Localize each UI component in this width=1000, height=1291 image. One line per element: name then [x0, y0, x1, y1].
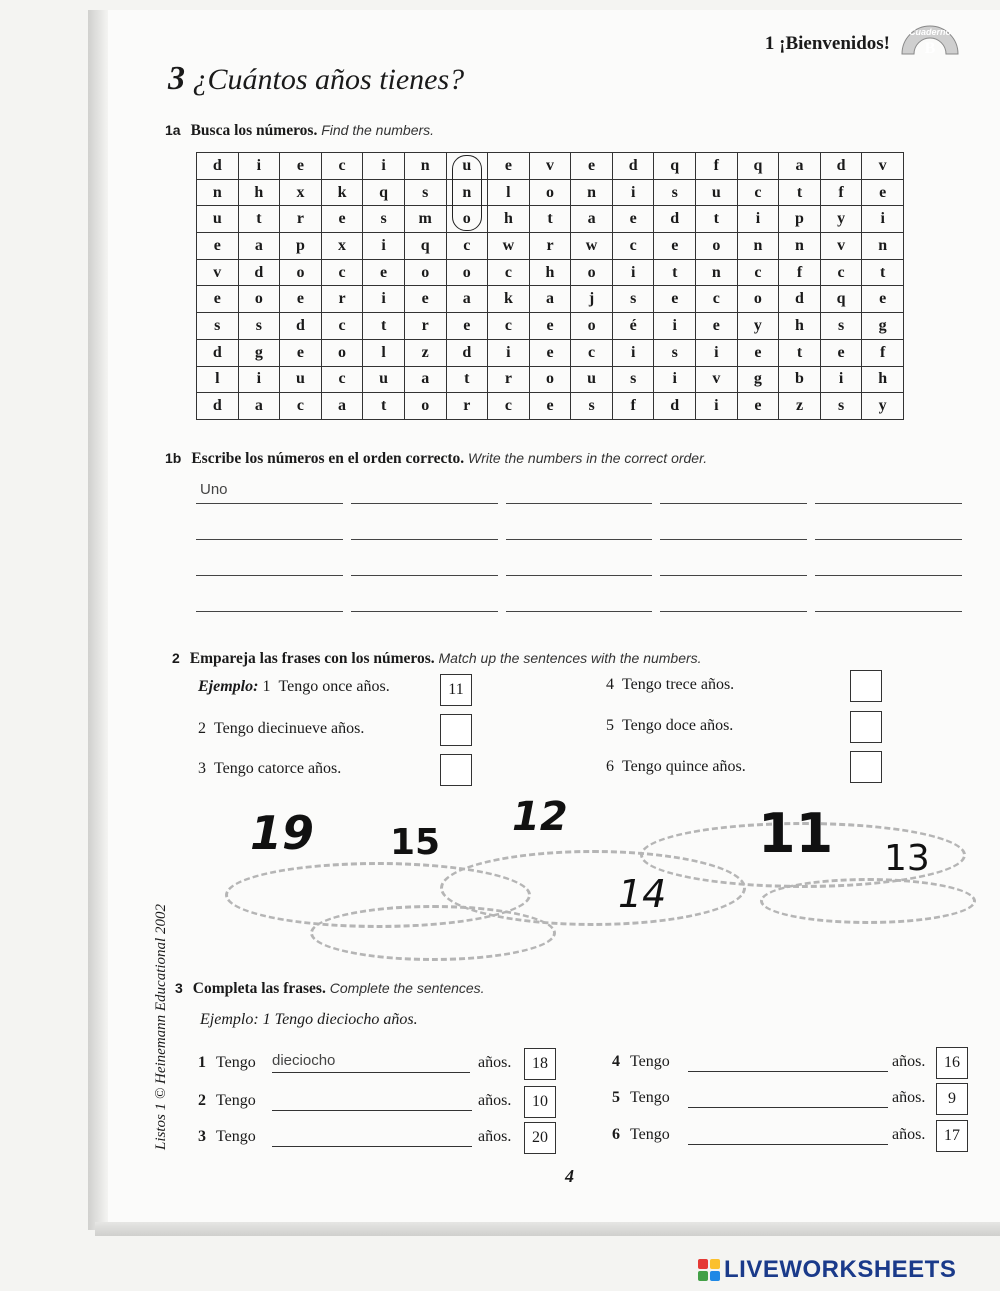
grid-cell[interactable]: o: [238, 286, 280, 313]
ex3-age-box: 16: [936, 1047, 968, 1079]
ex3-item-label: 3 Tengo: [198, 1128, 256, 1145]
grid-cell[interactable]: a: [571, 206, 613, 233]
grid-cell[interactable]: l: [488, 179, 530, 206]
answer-line[interactable]: [506, 589, 653, 612]
word-search-grid[interactable]: [196, 152, 904, 420]
grid-cell[interactable]: s: [820, 393, 862, 420]
grid-cell[interactable]: j: [571, 286, 613, 313]
grid-cell[interactable]: o: [571, 313, 613, 340]
grid-cell[interactable]: s: [571, 393, 613, 420]
grid-cell[interactable]: f: [862, 339, 904, 366]
grid-cell[interactable]: m: [404, 206, 446, 233]
grid-cell[interactable]: t: [446, 366, 488, 393]
grid-cell[interactable]: t: [654, 259, 696, 286]
grid-cell[interactable]: a: [529, 286, 571, 313]
grid-cell[interactable]: e: [488, 153, 530, 180]
grid-cell[interactable]: k: [321, 179, 363, 206]
answer-line[interactable]: [660, 481, 807, 504]
grid-cell[interactable]: q: [363, 179, 405, 206]
grid-cell[interactable]: e: [612, 206, 654, 233]
ex3-answer-blank[interactable]: [272, 1090, 472, 1111]
grid-cell[interactable]: c: [488, 313, 530, 340]
scribble-number: 11: [758, 802, 834, 865]
scribble-number: 19: [250, 806, 315, 860]
grid-cell[interactable]: h: [779, 313, 821, 340]
grid-cell[interactable]: v: [862, 153, 904, 180]
grid-row: [197, 286, 904, 313]
grid-cell[interactable]: i: [612, 339, 654, 366]
chapter-heading: 1 ¡Bienvenidos!: [764, 33, 890, 54]
grid-cell[interactable]: q: [820, 286, 862, 313]
ex3-age-box: 10: [524, 1086, 556, 1118]
grid-cell[interactable]: t: [779, 339, 821, 366]
scribble-number: 13: [884, 838, 930, 879]
grid-cell[interactable]: i: [696, 339, 738, 366]
grid-cell[interactable]: l: [363, 339, 405, 366]
ex3-age-box: 17: [936, 1120, 968, 1152]
grid-cell[interactable]: o: [571, 259, 613, 286]
grid-row: [197, 206, 904, 233]
grid-cell[interactable]: d: [654, 393, 696, 420]
grid-cell[interactable]: n: [779, 233, 821, 260]
grid-cell[interactable]: e: [446, 313, 488, 340]
dashed-scribble: [760, 878, 976, 924]
grid-cell[interactable]: r: [321, 286, 363, 313]
grid-cell[interactable]: t: [696, 206, 738, 233]
grid-cell[interactable]: n: [696, 259, 738, 286]
answer-line[interactable]: [660, 553, 807, 576]
ex3-anos-label: años.: [478, 1128, 512, 1145]
answer-box-4[interactable]: [850, 670, 882, 702]
grid-cell[interactable]: i: [696, 393, 738, 420]
grid-cell[interactable]: y: [862, 393, 904, 420]
grid-cell[interactable]: y: [737, 313, 779, 340]
grid-cell[interactable]: r: [446, 393, 488, 420]
answer-line[interactable]: [196, 517, 343, 540]
grid-cell[interactable]: c: [571, 339, 613, 366]
answer-line[interactable]: [660, 517, 807, 540]
ex3-anos-label: años.: [478, 1054, 512, 1071]
grid-cell[interactable]: s: [612, 366, 654, 393]
grid-cell[interactable]: f: [779, 259, 821, 286]
grid-cell[interactable]: t: [779, 179, 821, 206]
grid-cell[interactable]: t: [363, 393, 405, 420]
dashed-scribble: [310, 905, 556, 961]
answer-lines[interactable]: [196, 480, 962, 624]
grid-cell[interactable]: r: [529, 233, 571, 260]
grid-cell[interactable]: f: [696, 153, 738, 180]
grid-cell[interactable]: d: [654, 206, 696, 233]
grid-cell[interactable]: i: [820, 366, 862, 393]
grid-cell[interactable]: u: [446, 153, 488, 180]
grid-cell[interactable]: e: [321, 206, 363, 233]
liveworksheets-brand: [698, 1256, 956, 1284]
grid-cell[interactable]: h: [862, 366, 904, 393]
grid-cell[interactable]: e: [529, 313, 571, 340]
grid-cell[interactable]: i: [654, 313, 696, 340]
grid-cell[interactable]: v: [197, 259, 239, 286]
grid-cell[interactable]: e: [862, 286, 904, 313]
ex3-answer-blank[interactable]: [688, 1124, 888, 1145]
answer-line[interactable]: [815, 517, 962, 540]
grid-cell[interactable]: d: [238, 259, 280, 286]
grid-cell[interactable]: c: [488, 393, 530, 420]
grid-cell[interactable]: s: [654, 339, 696, 366]
scribble-number: 15: [390, 822, 441, 863]
grid-cell[interactable]: o: [737, 286, 779, 313]
answer-line[interactable]: [351, 553, 498, 576]
ex3-anos-label: años.: [892, 1126, 926, 1143]
grid-cell[interactable]: i: [363, 153, 405, 180]
grid-cell[interactable]: o: [404, 259, 446, 286]
answer-box-3[interactable]: [440, 754, 472, 786]
ex3-answer-blank[interactable]: [272, 1126, 472, 1147]
grid-cell[interactable]: i: [238, 153, 280, 180]
answer-box-6[interactable]: [850, 751, 882, 783]
grid-cell[interactable]: s: [363, 206, 405, 233]
ex1a-instruction: 1a Busca los números. Find the numbers.: [165, 122, 435, 139]
grid-cell[interactable]: u: [363, 366, 405, 393]
grid-cell[interactable]: w: [571, 233, 613, 260]
ex3-anos-label: años.: [478, 1092, 512, 1109]
answer-line[interactable]: [196, 589, 343, 612]
grid-cell[interactable]: a: [446, 286, 488, 313]
grid-cell[interactable]: i: [363, 286, 405, 313]
grid-cell[interactable]: n: [404, 153, 446, 180]
grid-cell[interactable]: o: [280, 259, 322, 286]
answer-line-row: [196, 552, 962, 576]
binding-shadow: [88, 10, 108, 1230]
grid-cell[interactable]: c: [321, 313, 363, 340]
page-title: [168, 60, 464, 98]
grid-cell[interactable]: i: [737, 206, 779, 233]
section-title: ¿Cuántos años tienes?: [192, 63, 465, 96]
ex3-age-box: 18: [524, 1048, 556, 1080]
grid-cell[interactable]: c: [446, 233, 488, 260]
grid-cell[interactable]: h: [488, 206, 530, 233]
grid-cell[interactable]: l: [197, 366, 239, 393]
grid-cell[interactable]: e: [696, 313, 738, 340]
ex3-age-box: 20: [524, 1122, 556, 1154]
grid-cell[interactable]: h: [529, 259, 571, 286]
grid-cell[interactable]: u: [571, 366, 613, 393]
grid-cell[interactable]: t: [363, 313, 405, 340]
grid-cell[interactable]: a: [238, 393, 280, 420]
grid-cell[interactable]: e: [654, 233, 696, 260]
grid-cell[interactable]: a: [321, 393, 363, 420]
grid-cell[interactable]: v: [820, 233, 862, 260]
answer-line[interactable]: [506, 553, 653, 576]
grid-cell[interactable]: s: [238, 313, 280, 340]
grid-cell[interactable]: u: [197, 206, 239, 233]
grid-cell[interactable]: s: [820, 313, 862, 340]
grid-cell[interactable]: e: [820, 339, 862, 366]
grid-cell[interactable]: i: [612, 259, 654, 286]
ex2-item-6: 6 Tengo quince años.: [606, 758, 746, 775]
grid-cell[interactable]: d: [612, 153, 654, 180]
grid-cell[interactable]: c: [321, 366, 363, 393]
ex2-item-3: 3 Tengo catorce años.: [198, 760, 342, 777]
grid-cell[interactable]: e: [737, 393, 779, 420]
grid-cell[interactable]: e: [280, 339, 322, 366]
grid-cell[interactable]: t: [238, 206, 280, 233]
ex3-age-box: 9: [936, 1083, 968, 1115]
grid-cell[interactable]: e: [862, 179, 904, 206]
grid-cell[interactable]: h: [238, 179, 280, 206]
ex3-item-label: 1 Tengo: [198, 1054, 256, 1071]
grid-cell[interactable]: n: [862, 233, 904, 260]
answer-line[interactable]: [815, 589, 962, 612]
ex3-item-label: 2 Tengo: [198, 1092, 256, 1109]
grid-cell[interactable]: e: [197, 286, 239, 313]
grid-cell[interactable]: é: [612, 313, 654, 340]
grid-cell[interactable]: q: [654, 153, 696, 180]
grid-cell[interactable]: n: [197, 179, 239, 206]
grid-cell[interactable]: d: [197, 339, 239, 366]
grid-row: [197, 339, 904, 366]
answer-line-row: [196, 516, 962, 540]
grid-cell[interactable]: e: [363, 259, 405, 286]
grid-cell[interactable]: v: [529, 153, 571, 180]
grid-cell[interactable]: b: [779, 366, 821, 393]
ex3-anos-label: años.: [892, 1089, 926, 1106]
ex2-item-4: 4 Tengo trece años.: [606, 676, 735, 693]
grid-cell[interactable]: d: [197, 393, 239, 420]
grid-cell[interactable]: p: [280, 233, 322, 260]
grid-cell[interactable]: d: [820, 153, 862, 180]
grid-cell[interactable]: v: [696, 366, 738, 393]
grid-cell[interactable]: c: [612, 233, 654, 260]
copyright: Listos 1 © Heinemann Educational 2002: [153, 904, 169, 1150]
answer-box-1[interactable]: 11: [440, 674, 472, 706]
section-number: 3: [168, 60, 185, 97]
grid-cell[interactable]: a: [404, 366, 446, 393]
scribble-number: 12: [512, 794, 568, 840]
grid-row: [197, 153, 904, 180]
grid-cell[interactable]: g: [737, 366, 779, 393]
answer-box-2[interactable]: [440, 714, 472, 746]
page-number: 4: [565, 1166, 574, 1186]
brand-text: LIVEWORKSHEETS: [724, 1256, 957, 1283]
grid-cell[interactable]: z: [404, 339, 446, 366]
grid-cell[interactable]: n: [446, 179, 488, 206]
liveworksheets-logo-icon: [698, 1259, 720, 1281]
grid-cell[interactable]: u: [696, 179, 738, 206]
grid-cell[interactable]: e: [571, 153, 613, 180]
answer-line[interactable]: [351, 589, 498, 612]
grid-cell[interactable]: a: [238, 233, 280, 260]
grid-cell[interactable]: i: [488, 339, 530, 366]
grid-cell[interactable]: e: [280, 286, 322, 313]
grid-cell[interactable]: i: [612, 179, 654, 206]
grid-row: [197, 259, 904, 286]
grid-cell[interactable]: t: [862, 259, 904, 286]
grid-cell[interactable]: y: [820, 206, 862, 233]
answer-line[interactable]: [815, 553, 962, 576]
grid-cell[interactable]: r: [488, 366, 530, 393]
grid-cell[interactable]: o: [696, 233, 738, 260]
grid-cell[interactable]: d: [280, 313, 322, 340]
answer-line-row: [196, 480, 962, 504]
ex3-answer-blank[interactable]: dieciocho: [272, 1052, 470, 1073]
answer-line[interactable]: [660, 589, 807, 612]
grid-cell[interactable]: i: [862, 206, 904, 233]
grid-cell[interactable]: d: [197, 153, 239, 180]
badge-text: Cuaderno: [908, 27, 952, 37]
grid-cell[interactable]: r: [404, 313, 446, 340]
answer-line[interactable]: [196, 553, 343, 576]
grid-cell[interactable]: d: [446, 339, 488, 366]
grid-cell[interactable]: c: [737, 259, 779, 286]
answer-line[interactable]: [506, 481, 653, 504]
grid-cell[interactable]: w: [488, 233, 530, 260]
ex3-instruction: 3 Completa las frases. Complete the sentences.: [175, 980, 485, 997]
grid-cell[interactable]: p: [779, 206, 821, 233]
grid-cell[interactable]: e: [737, 339, 779, 366]
grid-cell[interactable]: d: [779, 286, 821, 313]
answer-box-5[interactable]: [850, 711, 882, 743]
grid-cell[interactable]: z: [779, 393, 821, 420]
grid-cell[interactable]: s: [404, 179, 446, 206]
grid-cell[interactable]: s: [654, 179, 696, 206]
ex3-item-label: 5 Tengo: [612, 1089, 670, 1106]
grid-cell[interactable]: u: [280, 366, 322, 393]
grid-cell[interactable]: i: [363, 233, 405, 260]
grid-cell[interactable]: q: [737, 153, 779, 180]
grid-cell[interactable]: e: [197, 233, 239, 260]
grid-cell[interactable]: e: [280, 153, 322, 180]
ex2-item-1: Ejemplo: 1 Tengo once años.: [198, 678, 390, 695]
grid-cell[interactable]: s: [197, 313, 239, 340]
grid-cell[interactable]: k: [488, 286, 530, 313]
grid-cell[interactable]: c: [488, 259, 530, 286]
grid-cell[interactable]: n: [737, 233, 779, 260]
grid-cell[interactable]: o: [529, 179, 571, 206]
ex3-answer-blank[interactable]: [688, 1087, 888, 1108]
grid-row: [197, 313, 904, 340]
ex3-item-label: 6 Tengo: [612, 1126, 670, 1143]
grid-cell[interactable]: c: [696, 286, 738, 313]
grid-cell[interactable]: a: [779, 153, 821, 180]
ex2-item-2: 2 Tengo diecinueve años.: [198, 720, 365, 737]
grid-cell[interactable]: e: [654, 286, 696, 313]
grid-cell[interactable]: c: [321, 153, 363, 180]
grid-cell[interactable]: g: [862, 313, 904, 340]
grid-cell[interactable]: o: [404, 393, 446, 420]
grid-cell[interactable]: t: [529, 206, 571, 233]
grid-cell[interactable]: c: [280, 393, 322, 420]
grid-cell[interactable]: s: [612, 286, 654, 313]
grid-cell[interactable]: e: [404, 286, 446, 313]
grid-cell[interactable]: o: [446, 259, 488, 286]
grid-cell[interactable]: i: [654, 366, 696, 393]
ex2-item-5: 5 Tengo doce años.: [606, 717, 734, 734]
grid-cell[interactable]: i: [238, 366, 280, 393]
grid-cell[interactable]: o: [446, 206, 488, 233]
grid-cell[interactable]: q: [404, 233, 446, 260]
grid-row: [197, 393, 904, 420]
ex3-item-label: 4 Tengo: [612, 1053, 670, 1070]
grid-row: [197, 179, 904, 206]
grid-cell[interactable]: c: [321, 259, 363, 286]
grid-cell[interactable]: g: [238, 339, 280, 366]
badge-letter: B: [924, 40, 936, 56]
answer-line[interactable]: Uno: [196, 481, 343, 504]
answer-line[interactable]: [351, 481, 498, 504]
grid-row: [197, 233, 904, 260]
ex3-answer-blank[interactable]: [688, 1051, 888, 1072]
grid-cell[interactable]: f: [612, 393, 654, 420]
cuaderno-badge-icon: [898, 18, 962, 56]
grid-cell[interactable]: x: [321, 233, 363, 260]
grid-cell[interactable]: f: [820, 179, 862, 206]
ex1b-instruction: 1b Escribe los números en el orden correcto. Write the numbers in the correct order.: [165, 450, 708, 467]
grid-cell[interactable]: c: [820, 259, 862, 286]
grid-row: [197, 366, 904, 393]
ex3-anos-label: años.: [892, 1053, 926, 1070]
ex2-instruction: 2 Empareja las frases con los números. Match up the sentences with the numbers.: [172, 650, 702, 667]
grid-cell[interactable]: e: [529, 339, 571, 366]
answer-line[interactable]: [351, 517, 498, 540]
answer-line-row: [196, 588, 962, 612]
grid-cell[interactable]: n: [571, 179, 613, 206]
ex3-example: Ejemplo: 1 Tengo dieciocho años.: [200, 1011, 418, 1028]
grid-cell[interactable]: e: [529, 393, 571, 420]
grid-cell[interactable]: r: [280, 206, 322, 233]
grid-cell[interactable]: o: [321, 339, 363, 366]
answer-line[interactable]: [815, 481, 962, 504]
grid-cell[interactable]: x: [280, 179, 322, 206]
answer-line[interactable]: [506, 517, 653, 540]
grid-cell[interactable]: c: [737, 179, 779, 206]
grid-cell[interactable]: o: [529, 366, 571, 393]
scribble-number: 14: [618, 872, 667, 916]
page-stack-edge: [95, 1222, 1000, 1236]
